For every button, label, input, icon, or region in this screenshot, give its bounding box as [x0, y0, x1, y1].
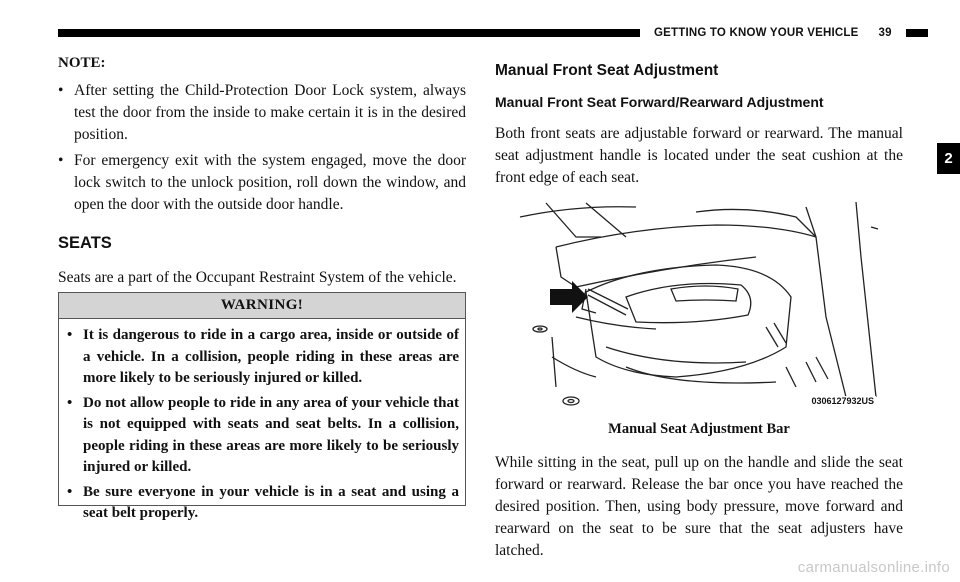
left-column — [58, 52, 466, 289]
note-item: • After setting the Child-Protection Door Lock system, always test the door from the inside to make certain it is in the desired position. — [58, 80, 466, 146]
seats-paragraph: Seats are a part of the Occupant Restraint System of the vehicle. — [58, 269, 457, 286]
watermark: carmanualsonline.info — [797, 559, 950, 576]
figure-caption: Manual Seat Adjustment Bar — [608, 421, 790, 437]
warning-box — [58, 292, 466, 521]
warning-list — [59, 319, 465, 525]
warning-item: • Do not allow people to ride in any area of your vehicle that is not equipped with seats and seat belts. In a collision, people riding in these areas are more likely to be seriously injured or killed. — [67, 393, 459, 479]
note-list — [58, 80, 466, 216]
chapter-tab: 2 — [937, 143, 960, 174]
intro-paragraph: Both front seats are adjustable forward or rearward. The manual seat adjustment handle is located under the seat cushion at the front edge of each seat. — [495, 125, 903, 186]
header-title: GETTING TO KNOW YOUR VEHICLE — [654, 27, 859, 39]
warning-title: WARNING! — [59, 293, 465, 319]
warning-item: • Be sure everyone in your vehicle is in a seat and using a seat belt properly. — [67, 482, 459, 525]
right-column — [495, 62, 903, 189]
note-item: • For emergency exit with the system engaged, move the door lock switch to the unlock position, roll down the window, and open the door with the outside door handle. — [58, 150, 466, 216]
figure-code: 0306127932US — [811, 396, 874, 406]
instruction-paragraph: While sitting in the seat, pull up on the handle and slide the seat forward or rearward. Release the bar once you have reached the desired position. Then, using body pressure, move forward and rearward on the seat to be sure that the seat adjusters have latched. — [495, 454, 903, 559]
seat-line-drawing — [516, 197, 882, 409]
warning-item: • It is dangerous to ride in a cargo area, inside or outside of a vehicle. In a collision, people riding in these areas are more likely to be seriously injured or killed. — [67, 325, 459, 390]
section-heading-manual-seat: Manual Front Seat Adjustment — [495, 62, 719, 79]
running-header — [640, 26, 906, 42]
seat-illustration — [516, 197, 882, 409]
page-number: 39 — [878, 27, 892, 39]
instruction-paragraph-container — [495, 452, 903, 562]
subsection-heading: Manual Front Seat Forward/Rearward Adjustment — [495, 94, 824, 110]
section-heading-seats: SEATS — [58, 234, 112, 252]
note-label: NOTE: — [58, 55, 106, 71]
